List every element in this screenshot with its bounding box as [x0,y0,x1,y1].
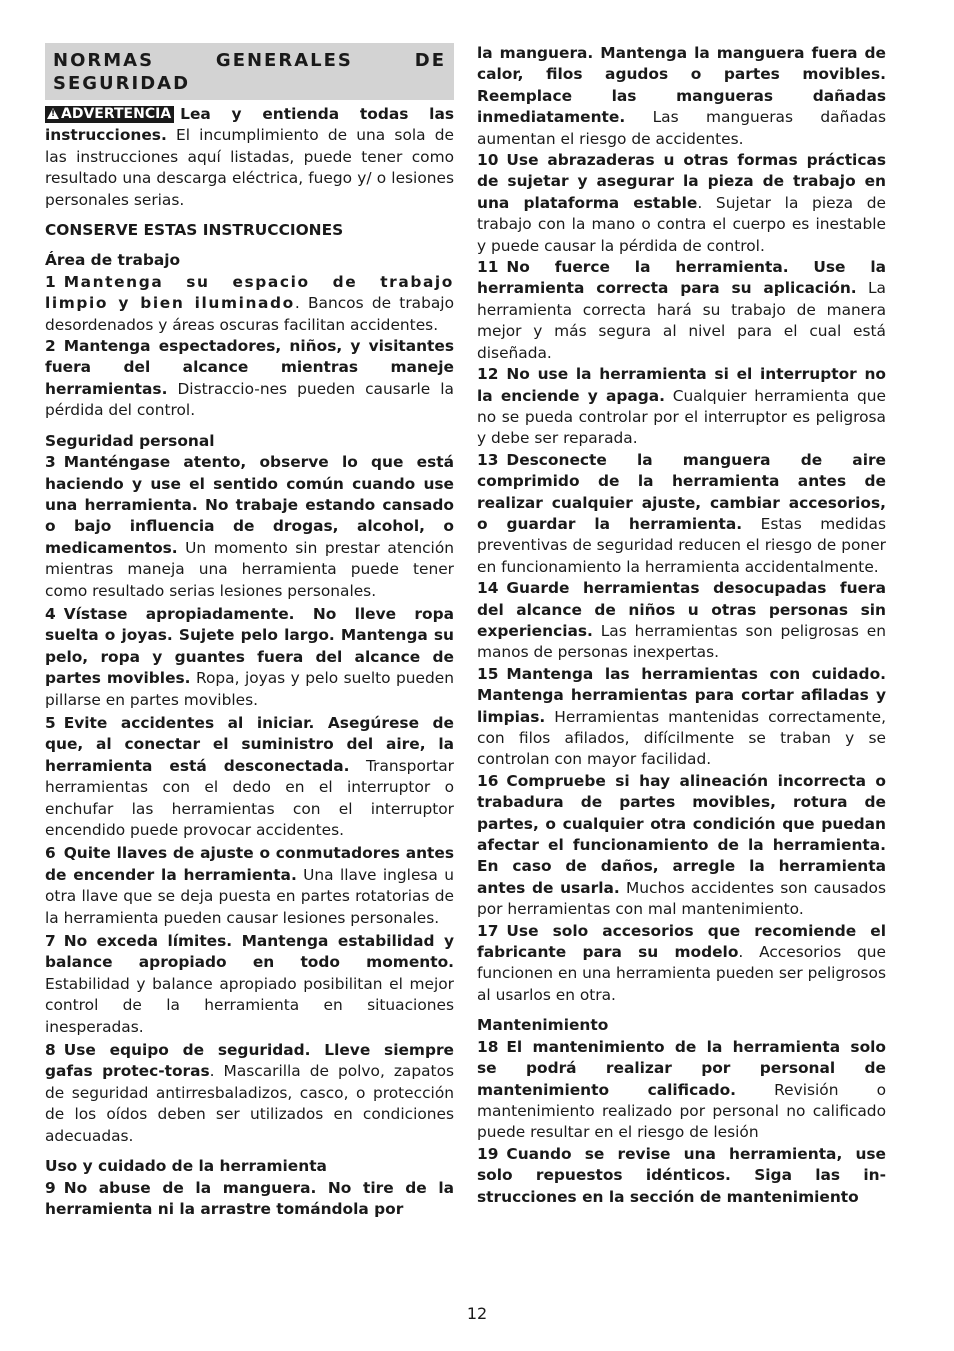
item-bold: la manguera. Mantenga la manguera fuera de calor, filos agudos o partes movibles. Reemplace las mangueras dañadas inmediatamente. [477,44,886,127]
list-item [45,272,454,336]
heading-personal-safety: Seguridad personal [45,431,215,450]
page-number: 12 [466,1304,488,1323]
list-item [477,921,886,1007]
warning-text: El incumplimiento de una sola de las instrucciones aquí listadas, puede tener como resultado una descarga eléctrica, fuego y/ o lesiones personales serias. [45,126,454,209]
item-bold: Mantenga las herramientas con cuidado. Mantenga herramientas para cortar afiladas y limpias. [477,664,886,726]
heading-tool-use: Uso y cuidado de la herramienta [45,1157,327,1176]
list-item [45,452,454,602]
item-bold: Compruebe si hay alineación incorrecta o trabadura de partes movibles, rotura de partes, o cualquier otra condición que puedan afectar el funcionamiento de la herramienta. En caso de daños, arregle la herramienta antes de usarla. [477,771,886,897]
item-bold: Cuando se revise una herramienta, use solo repuestos idénticos. Siga las in-strucciones en la sección de mantenimiento [477,1144,886,1206]
item-bold: Vístase apropiadamente. No lleve ropa suelta o joyas. Sujete pelo largo. Mantenga su pelo, ropa y guantes fuera del alcance de partes movibles. [45,604,454,688]
item-text: Transportar herramientas con el dedo en el interruptor o enchufar las herramientas con el interruptor encendido puede provocar accidentes. [45,756,454,839]
heading-work-area: Área de trabajo [45,251,181,270]
item-text: La herramienta correcta hará su trabajo de manera mejor y más segura al nivel para el cual está diseñada. [477,279,886,362]
list-item [45,843,454,929]
section-title [45,43,454,100]
item-number: 19 [477,1144,499,1163]
item-bold: No abuse de la manguera. No tire de la herramienta ni la arrastre tomándola por [45,1178,454,1218]
item-number: 7 [45,932,56,951]
item-text: Las mangueras dañadas aumentan el riesgo de accidentes. [477,108,886,148]
item-number: 6 [45,844,56,863]
item-number: 13 [477,450,499,469]
item-text: Ropa, joyas y pelo suelto pueden pillarse en partes movibles. [45,669,455,709]
item-number: 12 [477,365,499,384]
item-number: 4 [45,604,56,623]
item-text: Estas medidas preventivas de seguridad reducen el riesgo de poner en funcionamiento la herramienta accidentalmente. [477,514,886,576]
item-text: . Accesorios que funcionen en una herramienta pueden ser peligrosos al usarlos en otra. [477,943,886,1004]
item-bold: Evite accidentes al iniciar. Asegúrese de que, al conectar el suministro del aire, la herramienta está desconectada. [45,713,454,775]
item-text: Revisión o mantenimiento realizado por personal no calificado puede resultar en el riesgo de lesión [477,1080,886,1142]
list-item [477,771,886,921]
item-number: 15 [477,664,499,683]
item-text: . Mascarilla de polvo, zapatos de seguridad antirresbaladizos, casco, o protección de los oídos deben ser utilizados en condiciones adecuadas. [45,1062,454,1145]
item-text: Una llave inglesa u otra llave que se deja puesta en partes rotatorias de la herramienta pueden causar lesiones personales. [45,865,454,927]
item-bold: Manténgase atento, observe lo que está haciendo y use el sentido común cuando use una herramienta. No trabaje estando cansado o bajo influencia de drogas, alcohol, o medicamentos. [45,453,454,557]
section-title-line1: NORMAS GENERALES DE [53,50,446,71]
list-item [45,1040,454,1147]
item-number: 14 [477,579,499,598]
item-bold: Use abrazaderas u otras formas prácticas de sujetar y asegurar la pieza de trabajo en una plataforma estable [477,151,886,212]
list-item [477,364,886,450]
item-text: . Bancos de trabajo desordenados y áreas oscuras facilitan accidentes. [45,294,454,334]
item-text: Estabilidad y balance apropiado posibilitan el mejor control de la herramienta en situaciones inesperadas. [45,974,454,1036]
conserve-heading: CONSERVE ESTAS INSTRUCCIONES [45,221,344,240]
list-item [477,664,886,771]
item-number: 10 [477,151,499,170]
list-item [477,150,886,257]
heading-maintenance: Mantenimiento [477,1016,609,1035]
item-bold: Desconecte la manguera de aire comprimido de la herramienta antes de realizar cualquier ajuste, cambiar accesorios, o guardar la herramienta. [477,450,886,533]
item-bold: Use equipo de seguridad. Lleve siempre gafas protec-toras [45,1041,454,1081]
item-text: Las herramientas son peligrosas en manos de personas inexpertas. [477,621,886,662]
warning-badge-label: ADVERTENCIA [61,106,172,122]
list-item [45,1178,454,1221]
list-item [477,578,886,664]
item-text: . Sujetar la pieza de trabajo con la mano o contra el cuerpo es inestable y puede causar la pérdida de control. [477,193,886,255]
item-text: Herramientas mantenidas correctamente, con filos afilados, difícilmente se traban y se controlan con mayor facilidad. [477,707,886,769]
item-text: Un momento sin prestar atención mientras maneja una herramienta puede tener como resultado serias lesiones personales. [45,538,454,600]
warning-paragraph [45,104,454,211]
list-item [477,1037,886,1144]
warning-triangle-icon [47,108,59,119]
item-bold: Mantenga espectadores, niños, y visitantes fuera del alcance mientras maneje herramientas. [45,337,454,398]
list-item [477,450,886,578]
item-number: 2 [45,337,56,356]
list-item [477,1144,886,1208]
list-item [45,713,454,841]
item-bold: El mantenimiento de la herramienta solo se podrá realizar por personal de mantenimiento calificado. [477,1037,886,1099]
item-number: 9 [45,1178,56,1197]
right-column [477,43,886,1208]
item-number: 8 [45,1041,56,1060]
item-bold: No use la herramienta si el interruptor no la enciende y apaga. [477,365,886,405]
warning-badge [45,106,174,123]
list-item-continued [477,43,886,150]
section-title-line2: SEGURIDAD [53,73,191,94]
item-text: Distraccio-nes pueden causarle la pérdida del control. [45,379,454,420]
item-number: 5 [45,713,56,732]
item-number: 1 [45,272,56,291]
warning-bold: Lea y entienda todas las instrucciones. [45,105,454,145]
item-text: Muchos accidentes son causados por herramientas con mal mantenimiento. [477,878,886,919]
item-bold: Use solo accesorios que recomiende el fabricante para su modelo [477,921,886,962]
list-item [45,336,454,422]
list-item [45,604,454,711]
item-text: Cualquier herramienta que no se pueda controlar por el interruptor es peligrosa y debe ser reparada. [477,386,886,448]
item-number: 11 [477,258,499,277]
item-number: 16 [477,771,499,790]
item-bold: No fuerce la herramienta. Use la herramienta correcta para su aplicación. [477,258,886,298]
item-number: 17 [477,921,499,940]
item-number: 18 [477,1037,499,1056]
item-bold: Quite llaves de ajuste o conmutadores antes de encender la herramienta. [45,844,454,884]
list-item [45,931,454,1038]
item-bold: Guarde herramientas desocupadas fuera del alcance de niños u otras personas sin experiencias. [477,579,886,640]
list-item [477,257,886,364]
item-number: 3 [45,453,56,472]
item-bold: Mantenga su espacio de trabajo limpio y bien iluminado [45,272,454,313]
left-column [45,43,454,1220]
item-bold: No exceda límites. Mantenga estabilidad y balance apropiado en todo momento. [45,932,454,972]
